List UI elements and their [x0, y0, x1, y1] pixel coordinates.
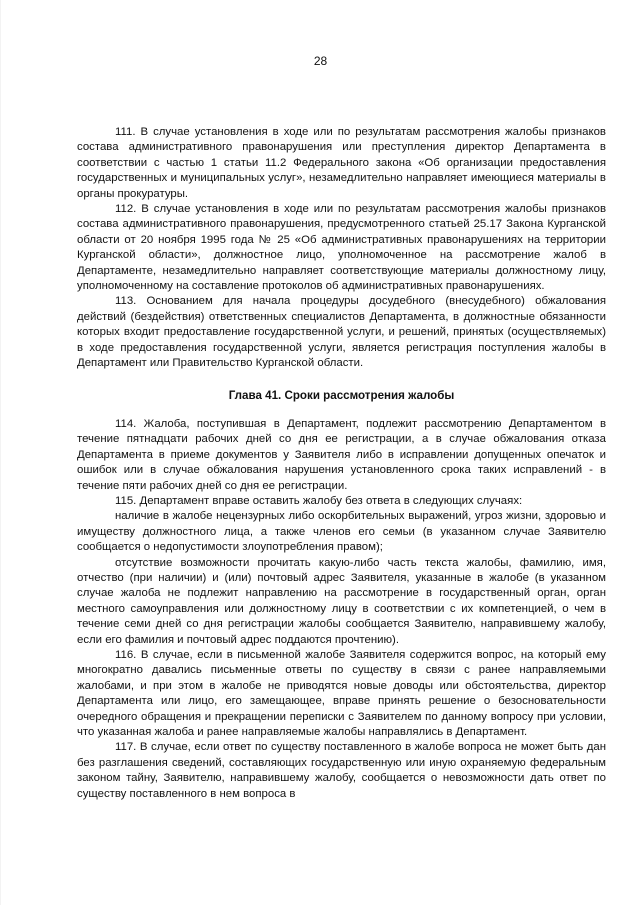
paragraph-113: 113. Основанием для начала процедуры досудебного (внесудебного) обжалования действий (бездействия) ответственных специалистов Департамента, в должностные обязанности которых входит предоставление государственной услуги, и решений, принятых (осуществляемых) в ходе предоставления государственной услуги, является регистрация поступления жалобы в Департамент или Правительство Курганской области. [77, 295, 606, 370]
chapter-heading: Глава 41. Сроки рассмотрения жалобы [228, 388, 455, 402]
paragraph-111: 111. В случае установления в ходе или по результатам рассмотрения жалобы признаков состава административного правонарушения или преступления директор Департамента в соответствии с частью 1 статьи 11.2 Федерального закона «Об организации предоставления государственных и муниципальных услуг», незамедлительно направляет имеющиеся материалы в органы прокуратуры. [77, 126, 606, 200]
paragraph-117: 117. В случае, если ответ по существу поставленного в жалобе вопроса не может быть дан без разглашения сведений, составляющих государственную или иную охраняемую федеральным законом тайну, Заявителю, направившему жалобу, сообщается о невозможности дать ответ по существу поставленного в нем вопроса в [77, 741, 606, 800]
paragraph-115-item-2: отсутствие возможности прочитать какую-либо часть текста жалобы, фамилию, имя, отчество (при наличии) и (или) почтовый адрес Заявителя, указанные в жалобе (в указанном случае жалоба не подлежит направлению на рассмотрение в государственный орган, орган местного самоуправления или должностному лицу в соответствии с их компетенцией, о чем в течение семи дней со дня регистрации жалобы сообщается Заявителю, направившему жалобу, если его фамилия и почтовый адрес поддаются прочтению). [77, 556, 606, 646]
page-number: 28 [313, 54, 328, 68]
paragraph-115: 115. Департамент вправе оставить жалобу без ответа в следующих случаях: [115, 494, 523, 507]
document-body [77, 125, 606, 802]
paragraph-115-item-1: наличие в жалобе нецензурных либо оскорбительных выражений, угроз жизни, здоровью и имуществу должностного лица, а также членов его семьи (в указанном случае Заявителю сообщается о недопустимости злоупотребления правом); [77, 510, 606, 554]
paragraph-114: 114. Жалоба, поступившая в Департамент, подлежит рассмотрению Департаментом в течение пятнадцати рабочих дней со дня ее регистрации, а в случае обжалования отказа Департамента в приеме документов у Заявителя либо в исправлении допущенных опечаток и ошибок или в случае обжалования нарушения установленного срока таких исправлений - в течение пяти рабочих дней со дня ее регистрации. [77, 417, 606, 492]
paragraph-116: 116. В случае, если в письменной жалобе Заявителя содержится вопрос, на который ему многократно давались письменные ответы по существу в связи с ранее направляемыми жалобами, и при этом в жалобе не приводятся новые доводы или обстоятельства, директор Департамента или лицо, его замещающее, вправе принять решение о безосновательности очередного обращения и прекращении переписки с Заявителем по данному вопросу при условии, что указанная жалоба и ранее направляемые жалобы направлялись в Департамент. [77, 649, 606, 739]
paragraph-112: 112. В случае установления в ходе или по результатам рассмотрения жалобы признаков состава административного правонарушения, предусмотренного статьей 25.17 Закона Курганской области от 20 ноября 1995 года № 25 «Об административных правонарушениях на территории Курганской области», должностное лицо, уполномоченное на рассмотрение жалоб в Департаменте, незамедлительно направляет соответствующие материалы должностному лицу, уполномоченному на составление протоколов об административных правонарушениях. [77, 203, 606, 293]
